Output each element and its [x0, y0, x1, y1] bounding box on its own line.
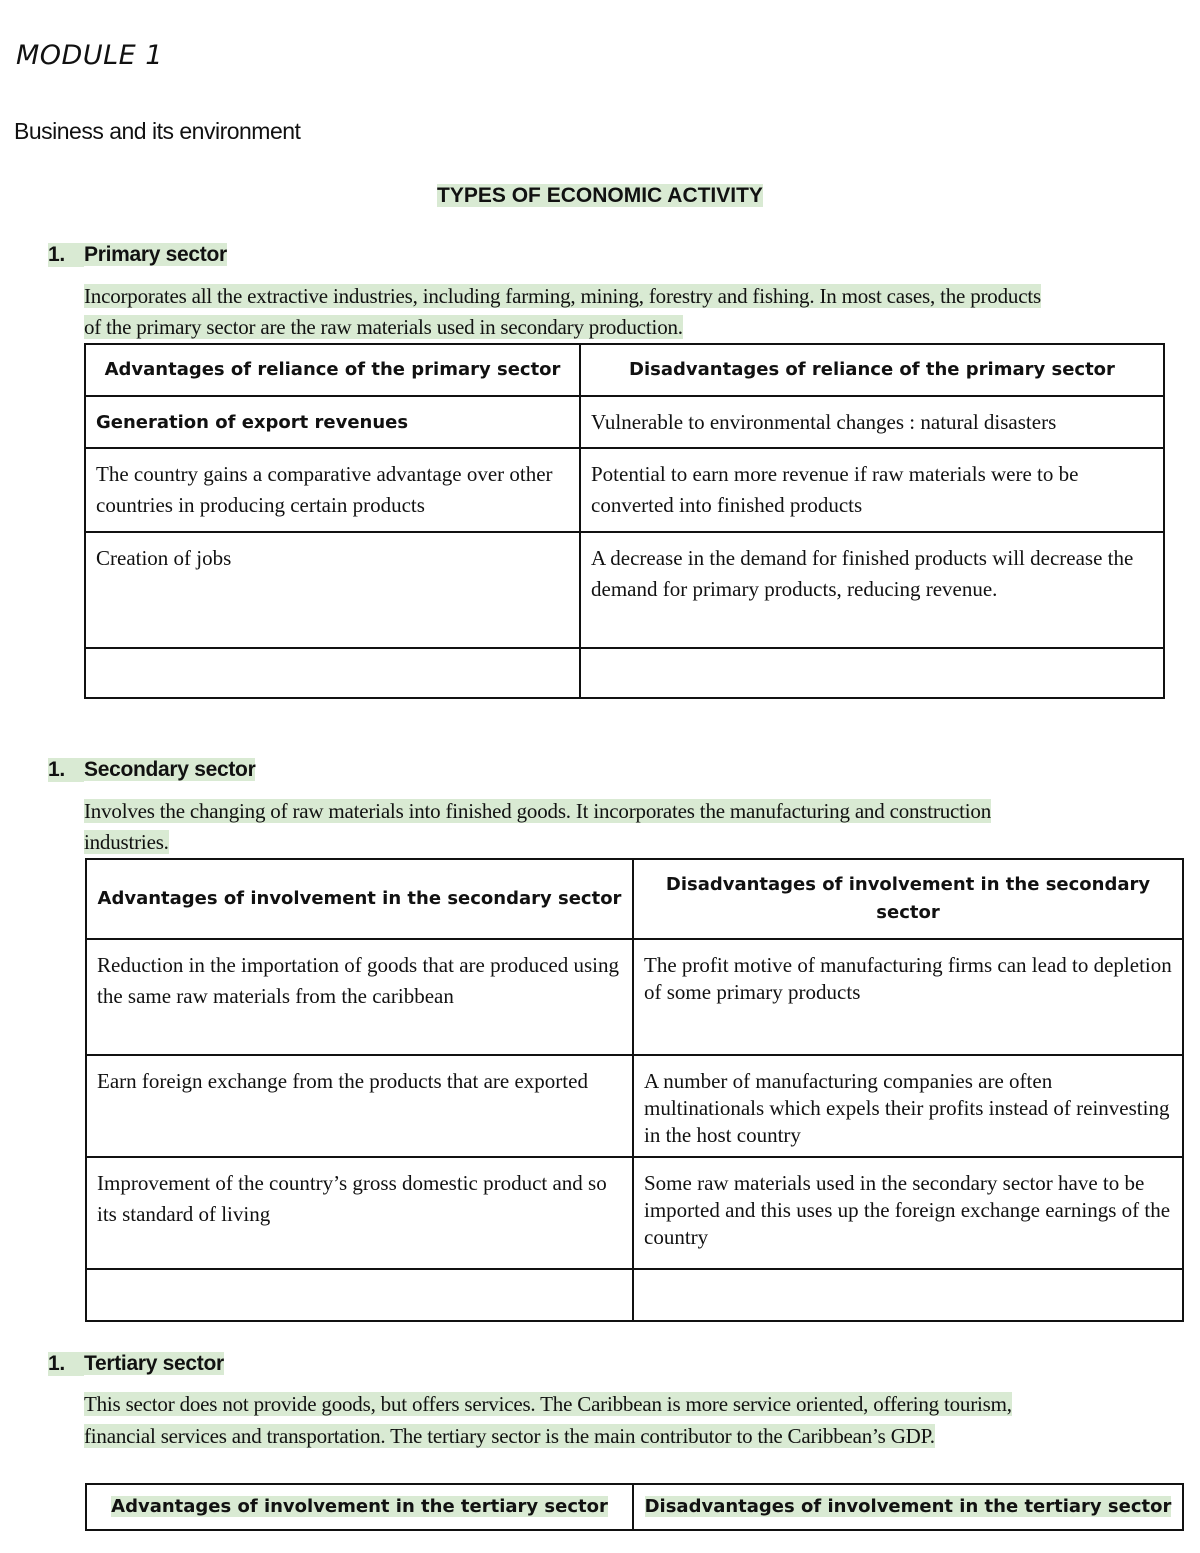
table-row — [86, 1055, 1183, 1157]
table-cell: Reduction in the importation of goods that are produced using the same raw materials from the caribbean — [86, 939, 633, 1055]
table-row — [85, 448, 1164, 532]
table-cell — [86, 1269, 633, 1321]
section-number: 1. — [48, 758, 84, 782]
table-cell: Generation of export revenues — [85, 396, 580, 448]
table-cell: Creation of jobs — [85, 532, 580, 648]
table-header-row — [86, 1484, 1183, 1530]
table-cell — [580, 648, 1164, 698]
table-row — [85, 396, 1164, 448]
table-header-row — [85, 344, 1164, 396]
table-header-cell: Advantages of involvement in the secondary sector — [86, 859, 633, 939]
intro-line: financial services and transportation. The tertiary sector is the main contributor to the Caribbean’s GDP. — [84, 1424, 935, 1448]
table-header-cell — [86, 1484, 633, 1530]
table-cell: The profit motive of manufacturing firms can lead to depletion of some primary products — [633, 939, 1183, 1055]
section-intro-secondary — [84, 796, 1184, 858]
table-header-cell: Advantages of reliance of the primary sector — [85, 344, 580, 396]
section-heading-primary — [48, 243, 227, 267]
section-heading-secondary — [48, 758, 255, 782]
table-cell: Potential to earn more revenue if raw materials were to be converted into finished products — [580, 448, 1164, 532]
section-heading-text: Secondary sector — [84, 758, 256, 781]
intro-line: This sector does not provide goods, but offers services. The Caribbean is more service oriented, offering tourism, — [84, 1392, 1012, 1416]
table-row — [85, 648, 1164, 698]
table-header-text: Advantages of involvement in the tertiary sector — [111, 1496, 608, 1517]
section-number: 1. — [48, 1352, 84, 1376]
table-row — [86, 939, 1183, 1055]
table-cell — [633, 1269, 1183, 1321]
section-intro-tertiary — [84, 1388, 1184, 1452]
module-title: MODULE 1 — [16, 40, 163, 71]
table-header-row — [86, 859, 1183, 939]
main-title — [0, 184, 1200, 208]
table-cell: The country gains a comparative advantage over other countries in producing certain products — [85, 448, 580, 532]
table-row — [86, 1269, 1183, 1321]
table-header-text: Disadvantages of involvement in the tertiary sector — [644, 1496, 1172, 1517]
table-cell: A number of manufacturing companies are often multinationals which expels their profits instead of reinvesting in the host country — [633, 1055, 1183, 1157]
secondary-sector-table — [85, 858, 1184, 1322]
section-number: 1. — [48, 243, 84, 267]
table-cell: Improvement of the country’s gross domestic product and so its standard of living — [86, 1157, 633, 1269]
tertiary-sector-table — [85, 1483, 1184, 1531]
table-header-cell — [633, 1484, 1183, 1530]
table-header-cell: Disadvantages of reliance of the primary sector — [580, 344, 1164, 396]
section-intro-primary — [84, 281, 1194, 343]
table-cell: Some raw materials used in the secondary sector have to be imported and this uses up the foreign exchange earnings of the country — [633, 1157, 1183, 1269]
main-title-text: TYPES OF ECONOMIC ACTIVITY — [437, 184, 763, 207]
table-header-cell: Disadvantages of involvement in the secondary sector — [633, 859, 1183, 939]
intro-line: industries. — [84, 830, 169, 854]
subtitle: Business and its environment — [14, 118, 301, 144]
table-cell: Vulnerable to environmental changes : natural disasters — [580, 396, 1164, 448]
intro-line: of the primary sector are the raw materials used in secondary production. — [84, 315, 683, 339]
intro-line: Involves the changing of raw materials into finished goods. It incorporates the manufacturing and construction — [84, 799, 991, 823]
table-row — [86, 1157, 1183, 1269]
table-cell — [85, 648, 580, 698]
section-heading-tertiary — [48, 1352, 224, 1376]
table-cell: A decrease in the demand for finished products will decrease the demand for primary products, reducing revenue. — [580, 532, 1164, 648]
intro-line: Incorporates all the extractive industries, including farming, mining, forestry and fishing. In most cases, the products — [84, 284, 1041, 308]
primary-sector-table — [84, 343, 1165, 699]
section-heading-text: Tertiary sector — [84, 1352, 224, 1375]
table-row — [85, 532, 1164, 648]
section-heading-text: Primary sector — [84, 243, 227, 266]
table-cell: Earn foreign exchange from the products that are exported — [86, 1055, 633, 1157]
